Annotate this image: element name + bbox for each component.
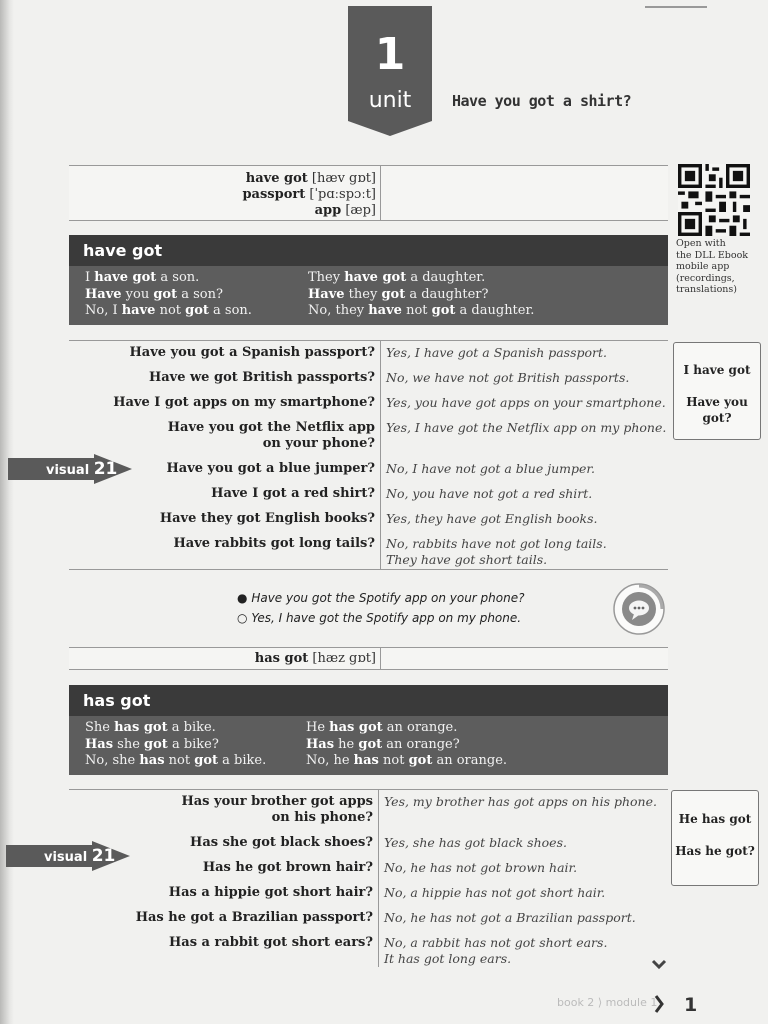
- bullet-filled-icon: ●: [237, 591, 248, 605]
- question-continued: on your phone?: [262, 436, 375, 451]
- answer: No, a hippie has not got short hair.: [384, 885, 606, 900]
- vocab-row: app [æp]: [314, 203, 376, 218]
- example-line: She has got a bike.: [85, 720, 216, 735]
- question: Have you got a blue jumper?: [166, 461, 375, 476]
- question: Have rabbits got long tails?: [173, 536, 375, 551]
- unit-title: Have you got a shirt?: [452, 92, 632, 110]
- summary-box-have-got: I have got Have you got?: [673, 342, 761, 440]
- answer: No, he has not got brown hair.: [384, 860, 578, 875]
- answer: No, rabbits have not got long tails.: [386, 536, 607, 551]
- qa-divider: [380, 341, 381, 569]
- unit-number: 1: [374, 29, 406, 80]
- example-line: I have got a son.: [85, 270, 200, 285]
- answer: No, I have not got a blue jumper.: [386, 461, 595, 476]
- question: Have we got British passports?: [148, 370, 375, 385]
- panel-examples-right: [308, 270, 534, 320]
- visual-label: visual: [44, 850, 88, 865]
- answer: Yes, I have got the Netflix app on my phone.: [386, 420, 667, 435]
- answer: No, he has not got a Brazilian passport.: [384, 910, 636, 925]
- example-line: Has she got a bike?: [85, 736, 219, 752]
- panel-examples-left: [85, 270, 252, 320]
- visual-reference-arrow[interactable]: [8, 454, 132, 484]
- unit-badge: [348, 6, 432, 136]
- answer-continued: It has got long ears.: [384, 951, 512, 966]
- summary-box-has-got: He has got Has he got?: [671, 790, 759, 886]
- panel-examples-right: [306, 720, 507, 770]
- visual-number: 21: [93, 459, 118, 479]
- question: Has your brother got apps: [181, 794, 373, 809]
- grammar-panel-has-got: [69, 685, 668, 775]
- question: Have I got apps on my smartphone?: [113, 395, 375, 410]
- example-line: No, I have not got a son.: [85, 303, 252, 318]
- answer: No, you have not got a red shirt.: [386, 486, 593, 501]
- vocab-divider: [380, 648, 381, 669]
- panel-title: have got: [69, 235, 668, 266]
- answer: Yes, they have got English books.: [386, 511, 598, 526]
- bullet-hollow-icon: ○: [237, 611, 248, 625]
- example-line: He has got an orange.: [306, 720, 458, 735]
- question-continued: on his phone?: [271, 810, 373, 825]
- visual-number: 21: [91, 846, 116, 866]
- qr-code-icon[interactable]: [678, 164, 750, 236]
- question: Has she got black shoes?: [190, 835, 373, 850]
- question: Have I got a red shirt?: [211, 486, 375, 501]
- question: Has he got brown hair?: [202, 860, 373, 875]
- dialog-question: ● Have you got the Spotify app on your phone?: [237, 591, 525, 605]
- example-line: No, they have not got a daughter.: [308, 303, 535, 318]
- visual-reference-arrow[interactable]: [6, 841, 130, 871]
- vocab-box-has-got: [69, 647, 668, 670]
- vocab-row: have got [hæv gɒt]: [245, 171, 376, 186]
- speaking-icon[interactable]: [611, 583, 667, 635]
- question: Have you got the Netflix app: [167, 420, 375, 435]
- chevron-down-icon[interactable]: [650, 958, 668, 970]
- vocab-row: passport [ˈpɑːspɔːt]: [242, 187, 376, 202]
- qa-divider: [378, 790, 379, 967]
- question: Have they got English books?: [159, 511, 375, 526]
- qa-block-has-got: [69, 789, 668, 975]
- example-line: No, she has not got a bike.: [85, 753, 267, 768]
- example-line: Have you got a son?: [85, 286, 223, 302]
- example-line: They have got a daughter.: [308, 270, 486, 285]
- question: Has he got a Brazilian passport?: [135, 910, 373, 925]
- panel-examples-left: [85, 720, 266, 770]
- answer: Yes, I have got a Spanish passport.: [386, 345, 608, 360]
- dialog-answer: ○ Yes, I have got the Spotify app on my phone.: [237, 611, 522, 625]
- chevron-right-icon: ⟩: [597, 996, 603, 1009]
- grammar-panel-have-got: [69, 235, 668, 325]
- qa-block-have-got: [69, 340, 668, 570]
- answer: No, a rabbit has not got short ears.: [384, 935, 608, 950]
- question: Have you got a Spanish passport?: [129, 345, 375, 360]
- vocab-box-have-got: [69, 165, 668, 221]
- answer: Yes, my brother has got apps on his phone.: [384, 794, 657, 809]
- unit-word: unit: [368, 88, 412, 113]
- answer: Yes, you have got apps on your smartphone.: [386, 395, 666, 410]
- visual-label: visual: [46, 463, 90, 478]
- vocab-divider: [380, 166, 381, 220]
- qr-caption: Open with the DLL Ebook mobile app (recordings, translations): [676, 238, 749, 295]
- answer: No, we have not got British passports.: [386, 370, 630, 385]
- answer-continued: They have got short tails.: [386, 552, 548, 567]
- example-line: No, he has not got an orange.: [306, 753, 508, 768]
- top-rule: [645, 6, 707, 8]
- panel-title: has got: [69, 685, 668, 716]
- question: Has a hippie got short hair?: [168, 885, 373, 900]
- answer: Yes, she has got black shoes.: [384, 835, 567, 850]
- example-line: Have they got a daughter?: [308, 286, 489, 302]
- example-line: Has he got an orange?: [306, 736, 460, 752]
- question: Has a rabbit got short ears?: [168, 935, 373, 950]
- page-chevron-icon: [653, 993, 665, 1015]
- page-number: 1: [684, 994, 698, 1016]
- vocab-row: has got [hæz gɒt]: [254, 651, 376, 666]
- footer-breadcrumb: book 2 ⟩ module 1: [557, 996, 658, 1009]
